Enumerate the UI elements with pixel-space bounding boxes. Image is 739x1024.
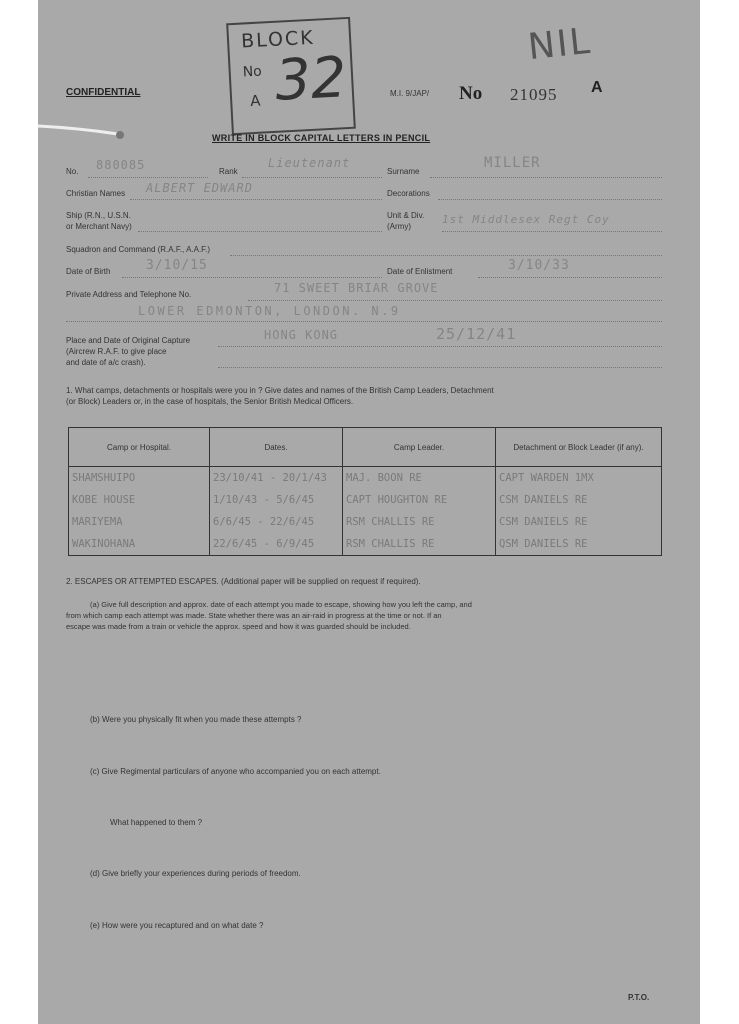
ref-label: M.I. 9/JAP/	[390, 89, 430, 98]
no-symbol: No	[459, 83, 483, 104]
confidential-label: CONFIDENTIAL	[66, 87, 141, 98]
question-2a-line1: (a) Give full description and approx. date of each attempt you made to escape, showing how you left the camp, and	[90, 600, 472, 609]
dates-cell: 23/10/41 - 20/1/43	[210, 467, 343, 490]
camp-leader-cell: MAJ. BOON RE	[343, 467, 496, 490]
question-2c-followup: What happened to them ?	[110, 818, 203, 827]
camp-cell: MARIYEMA	[69, 511, 210, 533]
camps-table	[68, 427, 662, 556]
unit-value: 1st Middlesex Regt Coy	[442, 213, 610, 226]
unit-label-line2: (Army)	[387, 222, 411, 231]
nil-note: NIL	[526, 20, 594, 69]
question-1-line2: (or Block) Leaders or, in the case of hospitals, the Senior British Medical Officers.	[66, 397, 354, 406]
dates-cell: 6/6/45 - 22/6/45	[210, 511, 343, 533]
camp-cell: WAKINOHANA	[69, 533, 210, 556]
question-1-line1: 1. What camps, detachments or hospitals were you in ? Give dates and names of the British Camp Leaders, Detachment	[66, 386, 494, 395]
form-sheet	[38, 0, 700, 1024]
rank-value: Lieutenant	[268, 156, 351, 170]
capture-label-line2: (Aircrew R.A.F. to give place	[66, 347, 167, 356]
instruction-heading: WRITE IN BLOCK CAPITAL LETTERS IN PENCIL	[212, 133, 431, 143]
table-row	[69, 511, 662, 533]
service-number-value: 880085	[96, 158, 146, 172]
christian-names-value: ALBERT EDWARD	[146, 181, 253, 195]
question-2d: (d) Give briefly your experiences during periods of freedom.	[90, 869, 301, 878]
address-line-1: 71 SWEET BRIAR GROVE	[274, 281, 439, 295]
camp-cell: KOBE HOUSE	[69, 489, 210, 511]
surname-label: Surname	[387, 167, 420, 176]
question-2-title: 2. ESCAPES OR ATTEMPTED ESCAPES. (Additional paper will be supplied on request if required).	[66, 577, 421, 586]
christian-names-label: Christian Names	[66, 189, 126, 198]
squadron-label: Squadron and Command (R.A.F., A.A.F.)	[66, 245, 211, 254]
address-label: Private Address and Telephone No.	[66, 290, 192, 299]
rank-label: Rank	[219, 167, 238, 176]
surname-value: MILLER	[484, 155, 541, 171]
col-camp-header: Camp or Hospital.	[69, 428, 210, 467]
treasury-tag-string	[38, 116, 128, 146]
camp-leader-cell: CAPT HOUGHTON RE	[343, 489, 496, 511]
question-2c: (c) Give Regimental particulars of anyone who accompanied you on each attempt.	[90, 767, 381, 776]
camp-leader-cell: RSM CHALLIS RE	[343, 511, 496, 533]
detachment-leader-cell: QSM DANIELS RE	[496, 533, 662, 556]
dob-value: 3/10/15	[146, 258, 208, 273]
camps-table-header	[69, 428, 662, 467]
enlistment-value: 3/10/33	[508, 258, 570, 273]
no-label: No.	[66, 167, 79, 176]
stamp-number: 32	[273, 45, 349, 114]
block-stamp	[226, 17, 356, 135]
form-number: 21095	[510, 85, 558, 104]
question-2a-line3: escape was made from a train or vehicle the approx. speed and how it was guarded should be included.	[66, 622, 411, 631]
table-row	[69, 467, 662, 490]
table-row	[69, 489, 662, 511]
form-suffix: A	[591, 79, 603, 96]
dob-label: Date of Birth	[66, 267, 111, 276]
dates-cell: 1/10/43 - 5/6/45	[210, 489, 343, 511]
stamp-line-no: No	[242, 63, 263, 81]
capture-place-value: HONG KONG	[264, 328, 339, 342]
camp-cell: SHAMSHUIPO	[69, 467, 210, 490]
detachment-leader-cell: CAPT WARDEN 1MX	[496, 467, 662, 490]
detachment-leader-cell: CSM DANIELS RE	[496, 489, 662, 511]
stamp-line-block: BLOCK	[240, 26, 316, 53]
question-2e: (e) How were you recaptured and on what date ?	[90, 921, 264, 930]
ship-label-line2: or Merchant Navy)	[66, 222, 132, 231]
capture-label-line3: and date of a/c crash).	[66, 358, 146, 367]
unit-label-line1: Unit & Div.	[387, 211, 425, 220]
address-line-2: LOWER EDMONTON, LONDON. N.9	[138, 304, 401, 318]
col-detachment-leader-header: Detachment or Block Leader (if any).	[496, 428, 662, 467]
ship-label-line1: Ship (R.N., U.S.N.	[66, 211, 131, 220]
question-2a-line2: from which camp each attempt was made. State whether there was an air-raid in progress at the time or not. If an	[66, 611, 442, 620]
table-row	[69, 533, 662, 556]
decorations-label: Decorations	[387, 189, 430, 198]
enlistment-label: Date of Enlistment	[387, 267, 453, 276]
camp-leader-cell: RSM CHALLIS RE	[343, 533, 496, 556]
question-2b: (b) Were you physically fit when you made these attempts ?	[90, 715, 302, 724]
pto-label: P.T.O.	[628, 993, 650, 1002]
dates-cell: 22/6/45 - 6/9/45	[210, 533, 343, 556]
col-camp-leader-header: Camp Leader.	[343, 428, 496, 467]
capture-label-line1: Place and Date of Original Capture	[66, 336, 191, 345]
detachment-leader-cell: CSM DANIELS RE	[496, 511, 662, 533]
capture-date-value: 25/12/41	[436, 325, 517, 343]
stamp-line-a: A	[249, 91, 261, 111]
col-dates-header: Dates.	[210, 428, 343, 467]
